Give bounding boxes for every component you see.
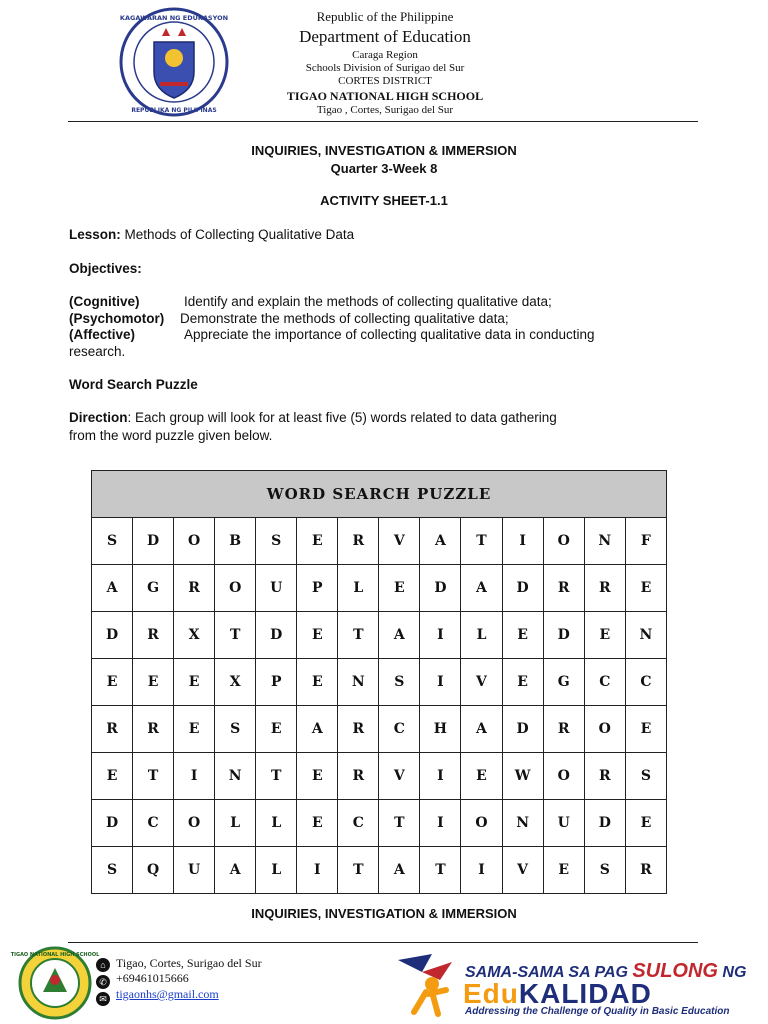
school-address: Tigao , Cortes, Surigao del Sur [316, 104, 454, 116]
grid-cell: N [215, 753, 256, 800]
grid-cell: D [420, 565, 461, 612]
header-divider [68, 121, 698, 122]
footer-divider [68, 942, 698, 943]
direction-label: Direction [69, 410, 128, 425]
grid-row [92, 565, 667, 612]
grid-cell: R [338, 706, 379, 753]
grid-row [92, 706, 667, 753]
grid-cell: O [543, 518, 584, 565]
grid-cell: E [297, 518, 338, 565]
grid-cell: G [133, 565, 174, 612]
grid-row [92, 518, 667, 565]
grid-row [92, 659, 667, 706]
direction-line-2: from the word puzzle given below. [69, 428, 273, 443]
footer-address: Tigao, Cortes, Surigao del Sur [116, 956, 262, 970]
grid-cell: R [338, 518, 379, 565]
grid-cell: R [133, 706, 174, 753]
subject-title: INQUIRIES, INVESTIGATION & IMMERSION [251, 143, 517, 158]
puzzle-heading: Word Search Puzzle [69, 377, 198, 392]
objective-text-cognitive: Identify and explain the methods of collecting qualitative data; [184, 294, 552, 309]
deped-seal-logo [118, 6, 230, 118]
grid-cell: R [584, 753, 625, 800]
grid-cell: D [584, 800, 625, 847]
objective-text-affective-cont: research. [69, 344, 126, 359]
grid-cell: C [379, 706, 420, 753]
activity-title: ACTIVITY SHEET-1.1 [320, 193, 448, 208]
direction-line-1 [69, 410, 557, 426]
grid-cell: I [174, 753, 215, 800]
grid-cell: E [174, 706, 215, 753]
grid-cell: E [256, 706, 297, 753]
grid-cell: E [543, 847, 584, 894]
grid-cell: S [625, 753, 666, 800]
grid-cell: N [338, 659, 379, 706]
grid-cell: O [461, 800, 502, 847]
lesson-text: Methods of Collecting Qualitative Data [124, 227, 355, 242]
grid-cell: X [215, 659, 256, 706]
grid-cell: I [502, 518, 543, 565]
grid-cell: I [420, 753, 461, 800]
grid-cell: R [92, 706, 133, 753]
grid-cell: R [543, 706, 584, 753]
grid-cell: E [174, 659, 215, 706]
grid-cell: C [584, 659, 625, 706]
grid-cell: L [256, 847, 297, 894]
grid-cell: R [133, 612, 174, 659]
grid-cell: S [92, 847, 133, 894]
grid-cell: D [502, 565, 543, 612]
grid-cell: A [379, 847, 420, 894]
grid-cell: R [338, 753, 379, 800]
grid-cell: E [297, 659, 338, 706]
objective-label-affective: (Affective) [69, 327, 136, 342]
grid-cell: P [297, 565, 338, 612]
grid-cell: L [461, 612, 502, 659]
objectives-heading: Objectives: [69, 261, 142, 276]
edu-subtitle: Addressing the Challenge of Quality in Basic Education [465, 1006, 730, 1017]
grid-cell: S [92, 518, 133, 565]
objective-label-cognitive: (Cognitive) [69, 294, 140, 309]
grid-cell: S [379, 659, 420, 706]
edu-tagline-c: NG [717, 964, 747, 981]
grid-cell: V [461, 659, 502, 706]
word-search-grid [91, 517, 667, 894]
objective-text-psychomotor: Demonstrate the methods of collecting qualitative data; [180, 311, 509, 326]
edu-brand-a: Edu [463, 978, 519, 1009]
grid-cell: S [584, 847, 625, 894]
puzzle-title: WORD SEARCH PUZZLE [91, 470, 667, 518]
grid-cell: T [461, 518, 502, 565]
lesson-line [69, 227, 354, 243]
grid-row [92, 847, 667, 894]
grid-cell: D [133, 518, 174, 565]
grid-cell: X [174, 612, 215, 659]
grid-cell: E [625, 800, 666, 847]
grid-cell: I [297, 847, 338, 894]
republic-text: Republic of the Philippine [316, 9, 454, 24]
grid-cell: W [502, 753, 543, 800]
grid-cell: E [625, 706, 666, 753]
grid-cell: O [215, 565, 256, 612]
grid-cell: O [174, 800, 215, 847]
grid-cell: H [420, 706, 461, 753]
grid-cell: A [297, 706, 338, 753]
grid-cell: A [461, 706, 502, 753]
grid-cell: R [543, 565, 584, 612]
grid-cell: U [543, 800, 584, 847]
grid-cell: L [256, 800, 297, 847]
footer-subject-title: INQUIRIES, INVESTIGATION & IMMERSION [251, 906, 517, 921]
lesson-label: Lesson: [69, 227, 121, 242]
grid-cell: E [584, 612, 625, 659]
grid-cell: I [420, 659, 461, 706]
school-seal-logo [10, 946, 100, 1020]
school-name: TIGAO NATIONAL HIGH SCHOOL [286, 89, 484, 103]
grid-cell: D [543, 612, 584, 659]
grid-cell: O [174, 518, 215, 565]
footer-phone: +69461015666 [116, 971, 189, 985]
department-text: Department of Education [299, 27, 471, 46]
grid-cell: E [502, 659, 543, 706]
grid-cell: E [297, 753, 338, 800]
grid-row [92, 753, 667, 800]
district-text: CORTES DISTRICT [338, 75, 432, 87]
grid-cell: V [502, 847, 543, 894]
grid-cell: A [379, 612, 420, 659]
grid-cell: E [92, 753, 133, 800]
footer-email-link[interactable]: tigaonhs@gmail.com [116, 987, 219, 1001]
grid-cell: F [625, 518, 666, 565]
grid-cell: A [420, 518, 461, 565]
grid-cell: G [543, 659, 584, 706]
grid-row [92, 612, 667, 659]
grid-cell: C [338, 800, 379, 847]
direction-text-1: : Each group will look for at least five (5) words related to data gathering [127, 410, 557, 425]
grid-cell: B [215, 518, 256, 565]
grid-row [92, 800, 667, 847]
grid-cell: R [584, 565, 625, 612]
grid-cell: A [461, 565, 502, 612]
grid-cell: S [215, 706, 256, 753]
svg-text:TIGAO NATIONAL HIGH SCHOOL: TIGAO NATIONAL HIGH SCHOOL [10, 952, 100, 958]
grid-cell: I [420, 612, 461, 659]
phone-icon: ✆ [96, 975, 110, 989]
grid-cell: N [584, 518, 625, 565]
grid-cell: L [338, 565, 379, 612]
svg-text:KAGAWARAN NG EDUKASYON: KAGAWARAN NG EDUKASYON [119, 14, 229, 22]
grid-cell: N [625, 612, 666, 659]
grid-cell: D [256, 612, 297, 659]
grid-cell: Q [133, 847, 174, 894]
grid-cell: E [502, 612, 543, 659]
edukalidad-figure-logo [392, 950, 464, 1020]
grid-cell: C [133, 800, 174, 847]
grid-cell: V [379, 518, 420, 565]
grid-cell: U [256, 565, 297, 612]
objective-text-affective: Appreciate the importance of collecting qualitative data in conducting [184, 327, 595, 342]
division-text: Schools Division of Surigao del Sur [305, 62, 465, 74]
grid-cell: V [379, 753, 420, 800]
grid-cell: E [297, 800, 338, 847]
objective-label-psychomotor: (Psychomotor) [69, 311, 165, 326]
grid-cell: T [338, 847, 379, 894]
svg-text:REPUBLIKA NG PILIPINAS: REPUBLIKA NG PILIPINAS [131, 107, 217, 114]
grid-cell: N [502, 800, 543, 847]
grid-cell: P [256, 659, 297, 706]
grid-cell: C [625, 659, 666, 706]
grid-cell: I [461, 847, 502, 894]
grid-cell: O [584, 706, 625, 753]
grid-cell: T [215, 612, 256, 659]
quarter-title: Quarter 3-Week 8 [330, 161, 438, 176]
grid-cell: T [379, 800, 420, 847]
grid-cell: T [338, 612, 379, 659]
region-text: Caraga Region [352, 49, 418, 61]
grid-cell: E [297, 612, 338, 659]
grid-cell: E [625, 565, 666, 612]
edu-brand-b: KALIDAD [518, 978, 652, 1009]
grid-cell: T [256, 753, 297, 800]
grid-cell: E [461, 753, 502, 800]
grid-cell: T [420, 847, 461, 894]
grid-cell: A [92, 565, 133, 612]
grid-cell: D [92, 800, 133, 847]
mail-icon: ✉ [96, 992, 110, 1006]
grid-cell: L [215, 800, 256, 847]
grid-cell: U [174, 847, 215, 894]
grid-cell: D [92, 612, 133, 659]
grid-cell: E [92, 659, 133, 706]
edu-tagline-a: SAMA-SAMA SA PAG [465, 964, 633, 981]
grid-cell: R [625, 847, 666, 894]
grid-cell: E [379, 565, 420, 612]
grid-cell: R [174, 565, 215, 612]
grid-cell: D [502, 706, 543, 753]
edu-tagline-b: SULONG [632, 960, 718, 982]
grid-cell: I [420, 800, 461, 847]
grid-cell: S [256, 518, 297, 565]
grid-cell: O [543, 753, 584, 800]
home-icon: ⌂ [96, 958, 110, 972]
grid-cell: A [215, 847, 256, 894]
grid-cell: T [133, 753, 174, 800]
grid-cell: E [133, 659, 174, 706]
